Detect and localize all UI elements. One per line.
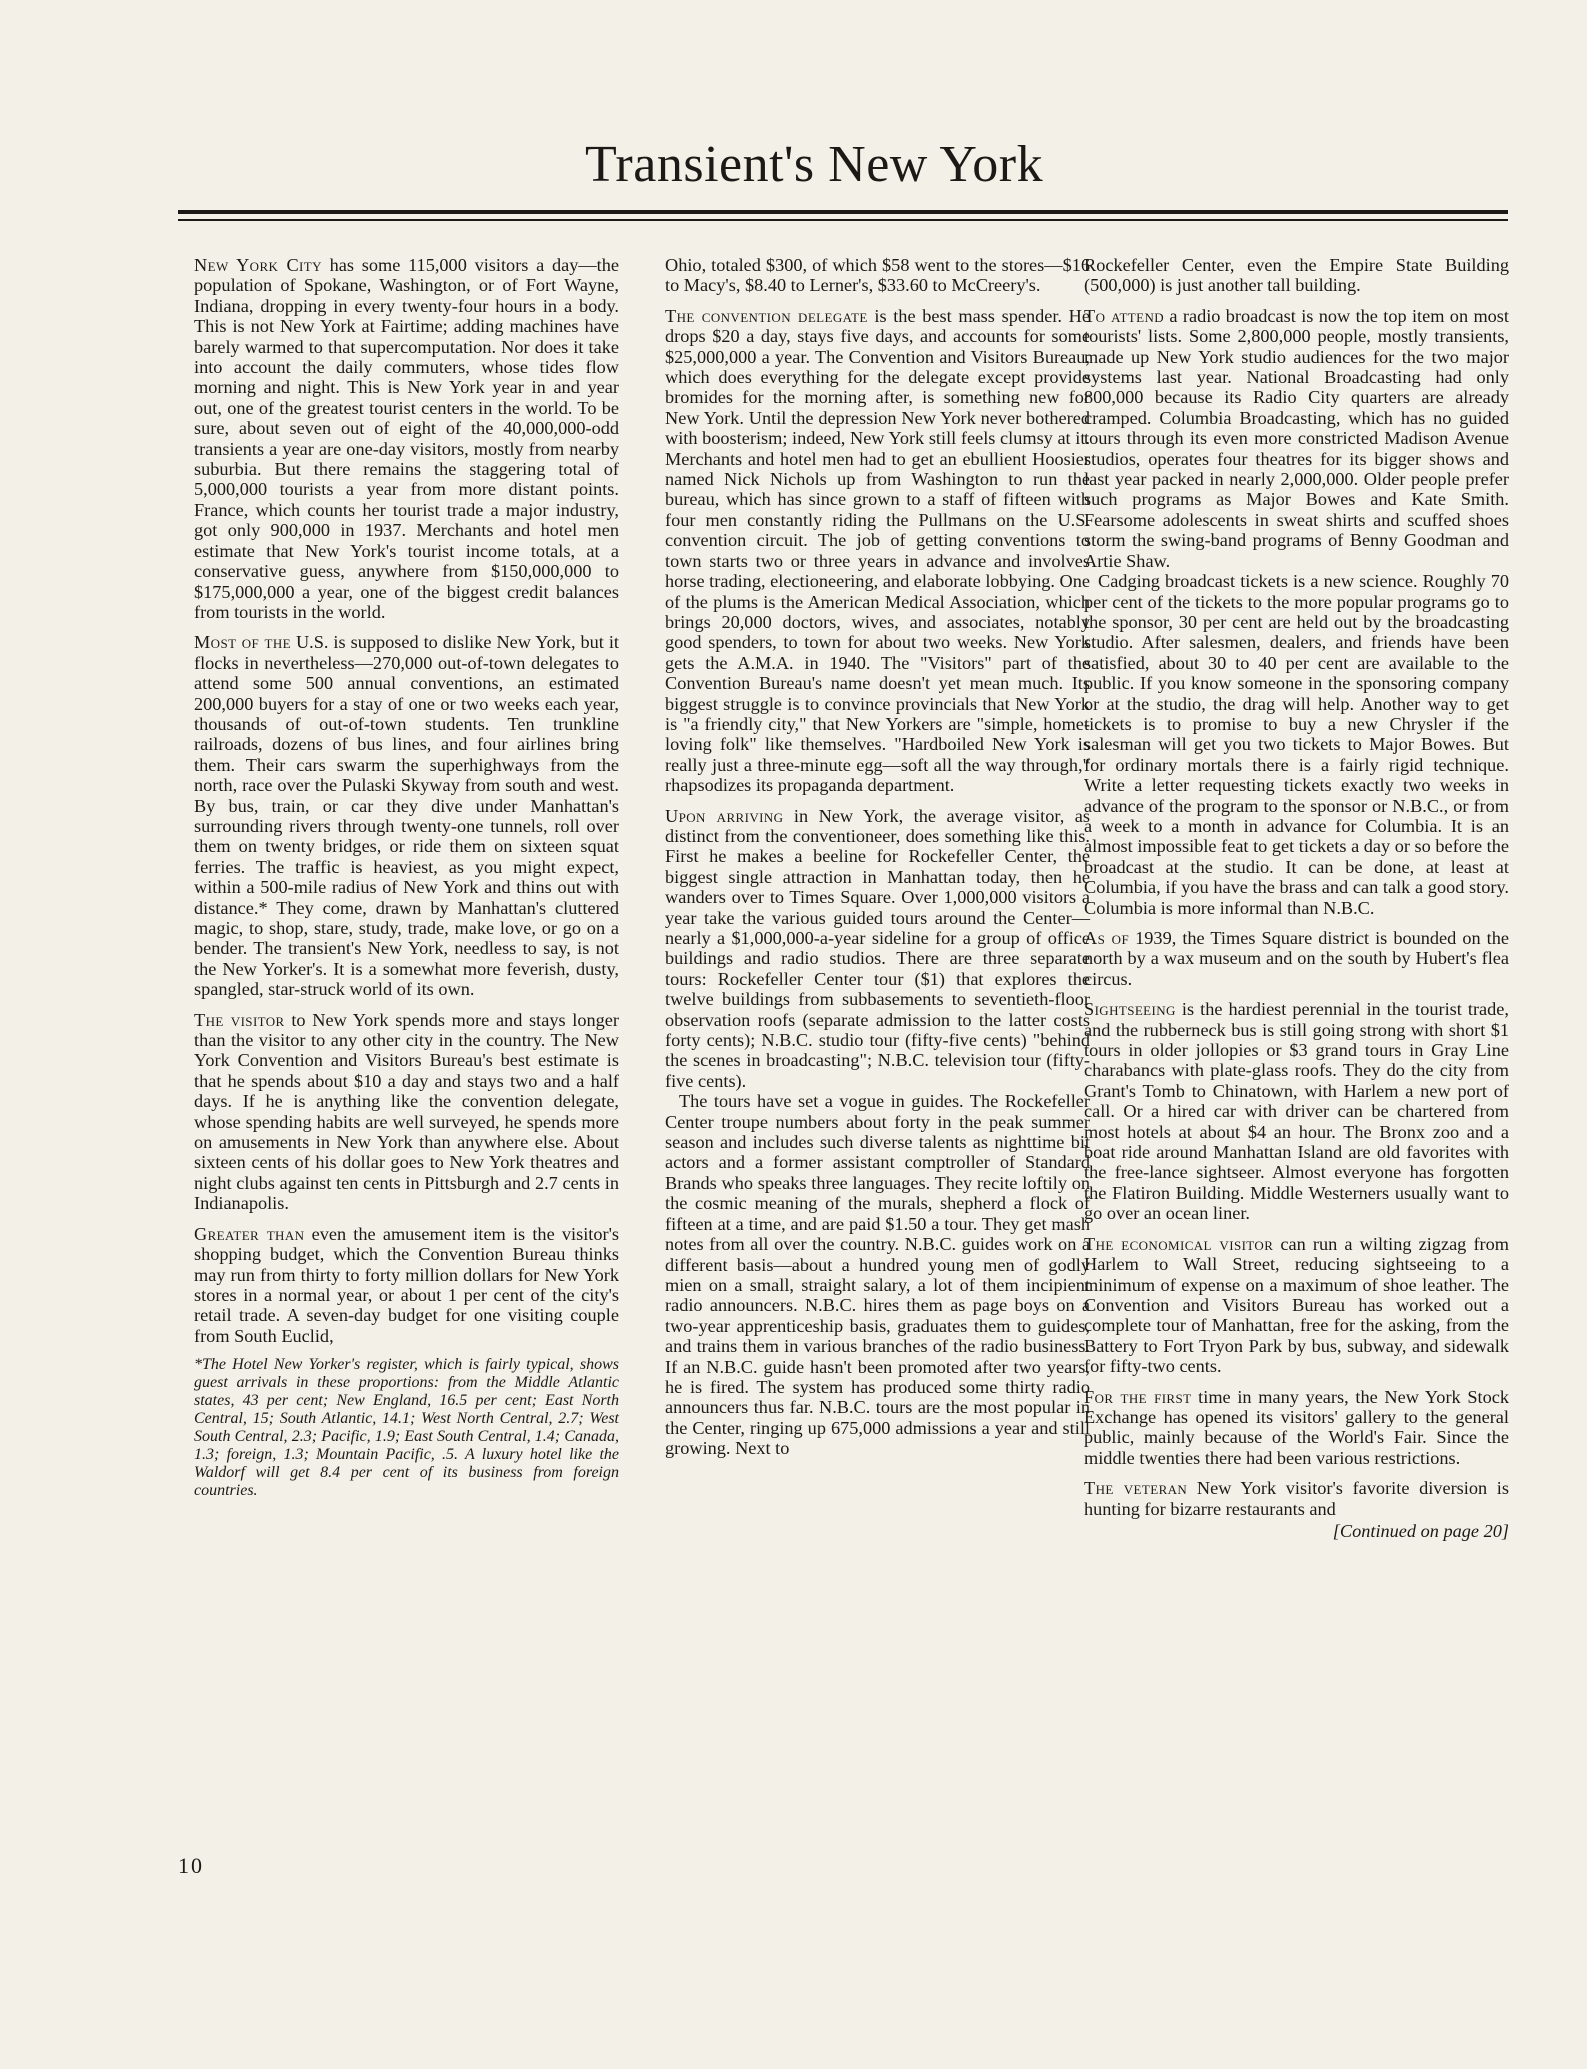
paragraph-text: can run a wilting zigzag from Harlem to Wall Street, reducing sightseeing to a minimum of expense on a maximum of shoe leather. The Convention and Visitors Bureau has worked out a complete tour of Manhattan, free for the asking, from the Battery to Fort Tryon Park by bus, subway, and sidewalk for fifty-two cents. [1084, 1233, 1509, 1377]
paragraph [1084, 999, 1509, 1223]
paragraph [665, 1091, 1090, 1458]
paragraph [665, 255, 1090, 296]
paragraph-lead: The visitor [194, 1009, 285, 1030]
paragraph-lead: Most of the [194, 632, 292, 653]
paragraph-lead: The veteran [1084, 1478, 1188, 1499]
paragraph-lead: The economical visitor [1084, 1233, 1274, 1254]
paragraph [1084, 1387, 1509, 1469]
paragraph-lead: To attend [1084, 305, 1165, 326]
paragraph [665, 306, 1090, 796]
paragraph-text: has some 115,000 visitors a day—the population of Spokane, Washington, or of Fort Wayne, Indiana, dropping in every twenty-four hours in a body. This is not New York at Fairtime; adding machines have barely warmed to that supercomputation. Nor does it take into account the daily commuters, whose tides flow morning and night. This is New York year in and year out, one of the greatest tourist centers in the world. To be sure, about seven out of eight of the 40,000,000-odd transients a year are one-day visitors, mostly from nearby suburbia. But there remains the staggering total of 5,000,000 tourists a year from more distant points. France, which counts her tourist trade a major industry, got only 900,000 in 1937. Merchants and hotel men estimate that New York's tourist income totals, at a conservative guess, anywhere from $150,000,000 to $175,000,000 a year, one of the biggest credit balances from tourists in the world. [194, 255, 620, 622]
paragraph-lead: For the first [1084, 1386, 1192, 1407]
paragraph [1084, 571, 1509, 918]
paragraph [1084, 255, 1509, 296]
paragraph-text: a radio broadcast is now the top item on most tourists' lists. Some 2,800,000 people, mostly transients, made up New York studio audiences for the two major systems last year. National Broadcasting had only 800,000 because its Radio City quarters are already cramped. Columbia Broadcasting, which has no guided tours through its even more constricted Madison Avenue studios, operates four theatres for its bigger shows and last year packed in nearly 2,000,000. Older people prefer such programs as Major Bowes and Kate Smith. Fearsome adolescents in sweat shirts and scuffed shoes storm the swing-band programs of Benny Goodman and Artie Shaw. [1084, 305, 1509, 571]
paragraph-lead: Upon arriving [665, 805, 784, 826]
paragraph-lead: The convention delegate [665, 305, 868, 326]
paragraph [1084, 928, 1509, 989]
paragraph-text: is the best mass spender. He drops $20 a day, stays five days, and accounts for some $25,000,000 a year. The Convention and Visitors Bureau, which does everything for the delegate except provide bromides for the morning after, is something new for New York. Until the depression New York never bothered with boosterism; indeed, New York still feels clumsy at it. Merchants and hotel men had to get an ebullient Hoosier named Nick Nichols up from Washington to run the bureau, which has since grown to a staff of fifteen with four men constantly riding the Pullmans on the U.S. convention circuit. The job of getting conventions to town starts two or three years in advance and involves horse trading, electioneering, and elaborate lobbying. One of the plums is the American Medical Association, which brings 20,000 doctors, wives, and associates, notably good spenders, to town for about two weeks. New York gets the A.M.A. in 1940. The "Visitors" part of the Convention Bureau's name doesn't yet mean much. Its biggest struggle is to convince provincials that New York is "a friendly city," that New Yorkers are "simple, home-loving folk" like themselves. "Hardboiled New York is really just a three-minute egg—soft all the way through," rhapsodizes its propaganda department. [665, 305, 1090, 796]
continued-note: [Continued on page 20] [1332, 1520, 1509, 1541]
paragraph-text: in New York, the average visitor, as distinct from the conventioneer, does something like this. First he makes a beeline for Rockefeller Center, the biggest single attraction in Manhattan today, then he wanders over to Times Square. Over 1,000,000 visitors a year take the various guided tours around the Center—nearly a $1,000,000-a-year sideline for a group of office buildings and radio studios. There are three separate tours: Rockefeller Center tour ($1) that explores the twelve buildings from subbasements to seventieth-floor observation roofs (separate admission to the latter costs forty cents); N.B.C. studio tour (fifty-five cents) "behind the scenes in broadcasting"; N.B.C. television tour (fifty-five cents). [665, 805, 1090, 1091]
paragraph-lead: As of [1084, 928, 1130, 948]
paragraph [1084, 1234, 1509, 1377]
paragraph-text: The tours have set a vogue in guides. The Rockefeller Center troupe numbers about forty in the peak summer season and includes such diverse talents as nighttime bit actors and a former assistant comptroller of Standard Brands who speaks three languages. They recite loftily on the cosmic meaning of the murals, shepherd a flock of fifteen at a time, and are paid $1.50 a tour. They get mash notes from all over the country. N.B.C. guides work on a different basis—about a hundred young men of godly mien on a small, straight salary, a lot of them incipient radio announcers. N.B.C. hires them as page boys on a two-year apprenticeship basis, graduates them to guides, and trains them in various branches of the radio business. If an N.B.C. guide hasn't been promoted after two years, he is fired. The system has produced some thirty radio announcers thus far. N.B.C. tours are the most popular in the Center, ringing up 675,000 admissions a year and still growing. Next to [665, 1091, 1090, 1459]
paragraph-lead: New York City [194, 255, 322, 275]
paragraph [194, 1010, 619, 1214]
paragraph-text: Cadging broadcast tickets is a new science. Roughly 70 per cent of the tickets to the more popular programs go to the sponsor, 30 per cent are held out by the broadcasting studio. After salesmen, dealers, and friends have been satisfied, about 30 to 40 per cent are available to the public. If you know someone in the sponsoring company or at the studio, the drag will help. Another way to get tickets is to promise to buy a new Chrysler if the salesman will get you two tickets to Major Bowes. But for ordinary mortals there is a fairly rigid technique. Write a letter requesting tickets exactly two weeks in advance of the program to the sponsor or N.B.C., or from a week to a month in advance for Columbia. It is an almost impossible feat to get tickets a day or so before the broadcast at the studio. It can be done, at least at Columbia, if you have the brass and can talk a good story. Columbia is more informal than N.B.C. [1084, 571, 1509, 918]
paragraph-text: Rockefeller Center, even the Empire State Building (500,000) is just another tall building. [1084, 255, 1509, 296]
paragraph [665, 806, 1090, 1092]
paragraph-text: even the amusement item is the visitor's shopping budget, which the Convention Bureau thinks may run from thirty to forty million dollars for New York stores in a normal year, or about 1 per cent of the city's retail trade. A seven-day budget for one visiting couple from South Euclid, [194, 1223, 619, 1346]
paragraph [194, 255, 619, 622]
page-number: 10 [178, 1853, 204, 1878]
title-rule-thin [178, 219, 1508, 221]
paragraph-text: Ohio, totaled $300, of which $58 went to the stores—$16 to Macy's, $8.40 to Lerner's, $33.60 to McCreery's. [665, 255, 1090, 296]
article-column-1 [194, 255, 619, 1500]
paragraph-lead: Sightseeing [1084, 999, 1176, 1020]
paragraph-text: New York visitor's favorite diversion is hunting for bizarre restaurants and [1084, 1478, 1509, 1519]
paragraph-text: is the hardiest perennial in the tourist trade, and the rubberneck bus is still going strong with short $1 tours in older jollopies or $3 grand tours in Gray Line charabancs with plate-glass roofs. They do the city from Grant's Tomb to Chinatown, with Harlem a new port of call. Or a hired car with driver can be chartered from most hotels at about $4 an hour. The Bronx zoo and a boat ride around Manhattan Island are old favorites with the free-lance sightseer. Almost everyone has forgotten the Flatiron Building. Middle Westerners usually want to go over an ocean liner. [1084, 999, 1509, 1224]
paragraph-lead: Greater than [194, 1223, 305, 1244]
article-column-3 [1084, 255, 1509, 1541]
article-column-2 [665, 255, 1090, 1469]
paragraph [194, 1224, 619, 1346]
title-rule-thick [178, 210, 1508, 214]
paragraph [194, 632, 619, 999]
paragraph [1084, 1478, 1509, 1519]
page-title: Transient's New York [585, 136, 1044, 193]
paragraph-text: to New York spends more and stays longer than the visitor to any other city in the country. The New York Convention and Visitors Bureau's best estimate is that he spends about $10 a day and stays two and a half days. If he is anything like the convention delegate, whose spending habits are well surveyed, he spends more on amusements in New York than anywhere else. About sixteen cents of his dollar goes to New York theatres and night clubs against ten cents in Pittsburgh and 2.7 cents in Indianapolis. [194, 1009, 619, 1214]
paragraph-text: time in many years, the New York Stock Exchange has opened its visitors' gallery to the general public, mainly because of the World's Fair. Since the middle twenties there had been various restrictions. [1084, 1386, 1509, 1468]
paragraph [1084, 306, 1509, 571]
footnote: *The Hotel New Yorker's register, which is fairly typical, shows guest arrivals in these proportions: from the Middle Atlantic states, 43 per cent; New England, 16.5 per cent; East North Central, 15; South Atlantic, 14.1; West North Central, 2.7; West South Central, 2.3; Pacific, 1.9; East South Central, 1.4; Canada, 1.3; foreign, 1.3; Mountain Pacific, .5. A luxury hotel like the Waldorf will get 8.4 per cent of its business from foreign countries. [194, 1356, 619, 1500]
paragraph-text: U.S. is supposed to dislike New York, but it flocks in nevertheless—270,000 out-of-town delegates to attend some 500 annual conventions, an estimated 200,000 buyers for a stay of one or two weeks each year, thousands of out-of-town students. Ten trunkline railroads, dozens of bus lines, and four airlines bring them. Their cars swarm the superhighways from the north, race over the Pulaski Skyway from south and west. By bus, train, or car they dive under Manhattan's surrounding rivers through twenty-one tunnels, roll over them on twenty bridges, or ride them on sixteen squat ferries. The traffic is heaviest, as you might expect, within a 500-mile radius of New York and thins out with distance.* They come, drawn by Manhattan's cluttered magic, to shop, stare, study, trade, make love, or go on a bender. The transient's New York, needless to say, is not the New Yorker's. It is a somewhat more feverish, dusty, spangled, star-struck world of its own. [194, 632, 619, 1000]
paragraph-text: 1939, the Times Square district is bounded on the north by a wax museum and on the south by Hubert's flea circus. [1084, 928, 1510, 989]
